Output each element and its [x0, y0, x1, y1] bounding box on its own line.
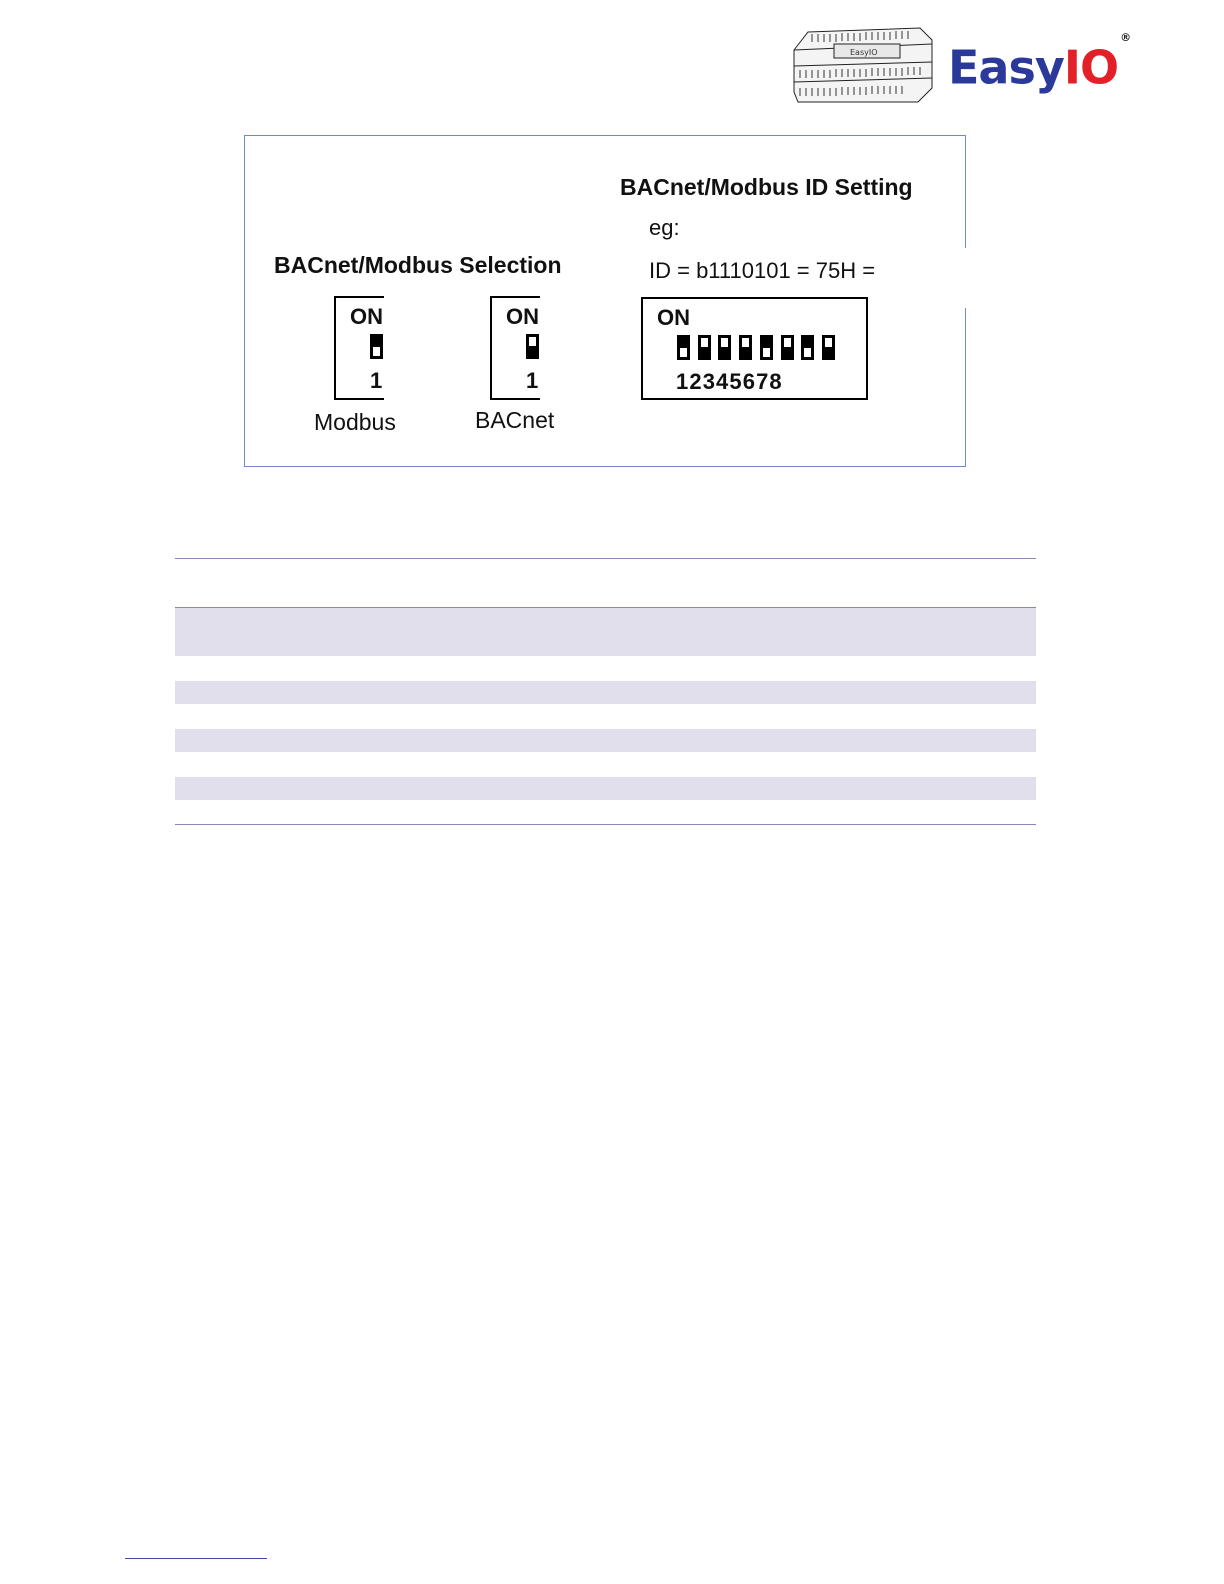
example-label: eg: — [649, 215, 680, 240]
id-dip-toggle-3 — [718, 335, 731, 360]
frame-gap — [963, 248, 971, 308]
id-dip-toggle-4 — [739, 335, 752, 360]
id-dip-toggle-6 — [781, 335, 794, 360]
controller-device-icon — [790, 26, 940, 108]
table-band-3 — [175, 729, 1036, 752]
modbus-switch-number: 1 — [370, 368, 383, 393]
id-formula: ID = b1110101 = 75H = — [649, 258, 876, 283]
brand-name-easy: Easy — [948, 40, 1064, 95]
registered-mark: ® — [1120, 31, 1131, 44]
brand-logo — [948, 31, 1131, 97]
table-top-rule — [175, 558, 1036, 559]
bacnet-caption: BACnet — [475, 407, 555, 433]
modbus-on-label: ON — [350, 304, 383, 329]
table-band-4 — [175, 777, 1036, 800]
id-dip-toggle-8 — [822, 335, 835, 360]
modbus-caption: Modbus — [314, 409, 396, 435]
selection-heading: BACnet/Modbus Selection — [274, 252, 562, 278]
dip-switch-diagram — [244, 135, 966, 467]
id-setting-heading: BACnet/Modbus ID Setting — [620, 174, 913, 200]
bacnet-switch — [490, 296, 540, 400]
id-dip-toggle-1 — [677, 335, 690, 360]
id-dip-toggle-2 — [698, 335, 711, 360]
modbus-switch — [334, 296, 384, 400]
bacnet-switch-number: 1 — [526, 368, 539, 393]
footer-link-underline — [125, 1558, 267, 1559]
bacnet-dip-toggle — [526, 334, 539, 359]
id-switch-numbers: 1 2 3 4 5 6 7 8 — [676, 369, 781, 394]
modbus-dip-toggle — [370, 334, 383, 359]
table-band-1 — [175, 608, 1036, 656]
bacnet-on-label: ON — [506, 304, 539, 329]
id-dip-toggle-7 — [801, 335, 814, 360]
header-logo-area — [790, 26, 1130, 108]
table-bottom-rule — [175, 824, 1036, 825]
brand-name-io: IO — [1063, 40, 1119, 95]
svg-text:EasyIO: EasyIO — [850, 48, 878, 57]
table-band-2 — [175, 681, 1036, 704]
id-dip-toggle-5 — [760, 335, 773, 360]
id-switch-on-label: ON — [657, 305, 690, 330]
id-dip-switch — [641, 297, 868, 400]
